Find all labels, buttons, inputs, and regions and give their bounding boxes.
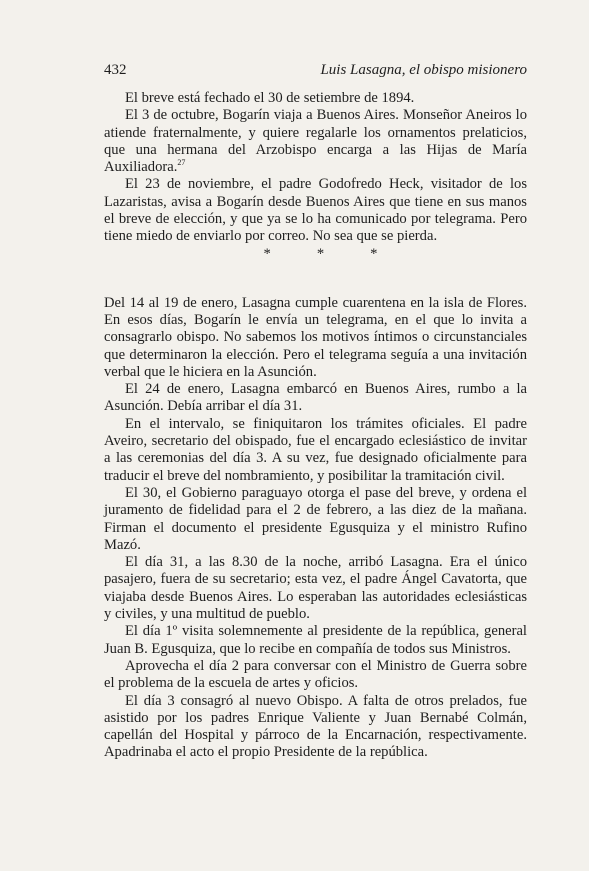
paragraph: El día 31, a las 8.30 de la noche, arribó Lasagna. Era el único pasajero, fuera de su secretario; esta vez, el padre Ángel Cavatorta, que viajaba desde Buenos Aires. Lo esperaban las autoridades eclesiásticas y civiles, y una multitud de pueblo. <box>104 554 527 623</box>
paragraph: El 24 de enero, Lasagna embarcó en Buenos Aires, rumbo a la Asunción. Debía arribar el día 31. <box>104 381 527 415</box>
paragraph: El día 3 consagró al nuevo Obispo. A falta de otros prelados, fue asistido por los padres Enrique Valiente y Juan Bernabé Colmán, capellán del Hospital y párroco de la Encarnación, respectivamente. Apadrinaba el acto el propio Presidente de la república. <box>104 692 527 761</box>
separator-asterisk: * <box>316 245 325 262</box>
separator-asterisk: * <box>370 245 378 262</box>
paragraph: El 30, el Gobierno paraguayo otorga el pase del breve, y ordena el juramento de fidelidad para el 2 de febrero, a las diez de la mañana. Firman el documento el presidente Egusquiza y el ministro Rufino Mazó. <box>104 484 527 553</box>
body-text <box>104 90 527 762</box>
paragraph <box>104 107 527 176</box>
paragraph: El 23 de noviembre, el padre Godofredo Heck, visitador de los Lazaristas, avisa a Bogarín desde Buenos Aires que tiene en sus manos el breve de elección, y que ya se lo ha comunicado por telegrama. Pero tiene miedo de enviarlo por correo. No sea que se pierda. <box>104 176 527 245</box>
paragraph: Del 14 al 19 de enero, Lasagna cumple cuarentena en la isla de Flores. En esos días, Bogarín le envía un telegrama, en el que lo invita a consagrarlo obispo. No sabemos los motivos íntimos o circunstanciales que determinaron la elección. Pero el telegrama seguía a una invitación verbal que le hiciera en la Asunción. <box>104 294 527 380</box>
section-separator <box>104 246 527 263</box>
running-head <box>104 62 527 79</box>
page-number: 432 <box>104 62 127 78</box>
separator-asterisk: * <box>263 245 271 262</box>
running-title: Luis Lasagna, el obispo misionero <box>320 62 527 78</box>
paragraph: El breve está fechado el 30 de setiembre de 1894. <box>125 90 415 106</box>
paragraph: En el intervalo, se finiquitaron los trámites oficiales. El padre Aveiro, secretario del obispado, fue el encargado eclesiástico de invitar a las ceremonias del día 3. A su vez, fue designado oficialmente para traducir el breve del nombramiento, y posibilitar la tramitación civil. <box>104 415 527 484</box>
paragraph-text: El 3 de octubre, Bogarín viaja a Buenos Aires. Monseñor Aneiros lo atiende fraternalmente, y quiere regalarle los ornamentos prelaticios, que una hermana del Arzobispo encarga a las Hijas de María Auxiliadora. <box>104 107 527 176</box>
footnote-ref: 27 <box>177 158 186 168</box>
paragraph: Aprovecha el día 2 para conversar con el Ministro de Guerra sobre el problema de la escuela de artes y oficios. <box>104 657 527 692</box>
paragraph: El día 1º visita solemnemente al presidente de la república, general Juan B. Egusquiza, que lo recibe en compañía de todos sus Ministros. <box>104 623 527 657</box>
